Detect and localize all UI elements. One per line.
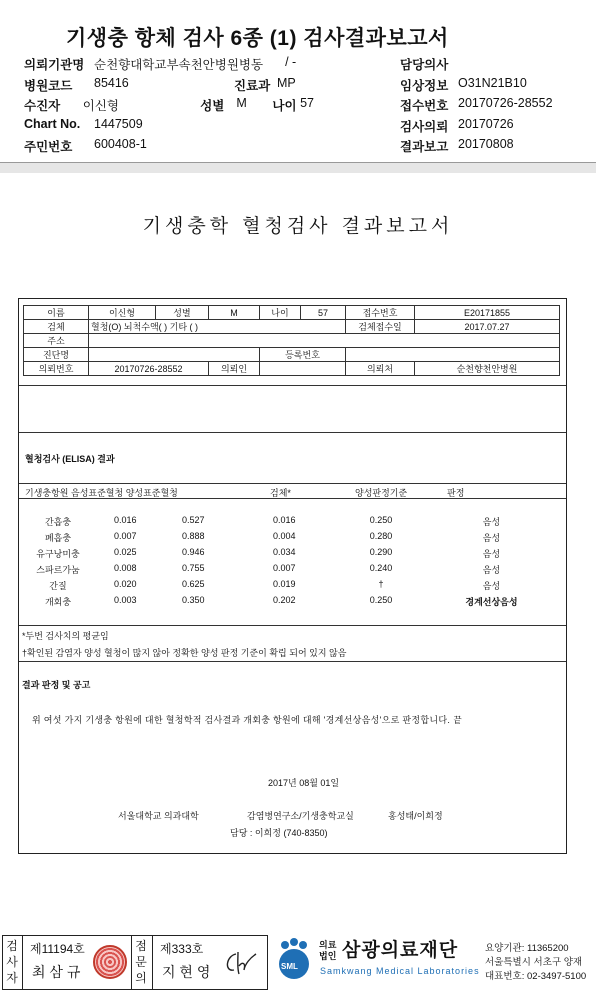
org-university: 서울대학교 의과대학 [118,811,199,821]
sample-value: 0.004 [273,531,296,541]
org-names: 홍성태/이희정 [388,811,443,821]
dept-label: 진료과 [234,78,271,93]
corp-prefix: 의료 법인 [319,940,337,961]
examiner-label: 검사자 [6,939,18,985]
field-label: 검사의뢰 [400,119,449,134]
neg-value: 0.007 [114,531,137,541]
field-value: 20170726-28552 [458,96,553,110]
header-row-clinical [400,76,590,97]
antigen-name: 개회충 [44,597,72,607]
examiner-number: 제11194호 [30,942,85,956]
col-negative: 음성표준혈청 [71,488,124,498]
header-row-request [400,117,590,138]
cutoff-value: † [378,579,384,589]
table-row [19,531,566,547]
specimen-value: 혈청(O) 뇌척수액( ) 기타 ( ) [89,320,346,334]
field-value: 이신형 [82,99,119,113]
field-label: 병원코드 [24,78,73,93]
antigen-name: 스파르가눔 [36,565,80,575]
examiner-name: 최 삼 규 [32,964,81,980]
header-left-block [24,55,314,158]
pos-value: 0.755 [182,563,205,573]
conclusion-title: 결과 판정 및 공고 [22,680,91,690]
header-right-block [400,55,590,158]
field-label: 수진자 [24,99,61,113]
result-value: 경계선상음성 [465,597,518,607]
info-bottom-line [19,385,566,386]
columns-bottom-line [19,498,566,499]
antigen-name: 유구낭미충 [36,549,80,559]
specimen-label: 검체 [24,320,89,334]
corp-name: 삼광의료재단 [342,940,459,961]
name-label: 이름 [24,306,89,320]
sample-value: 0.007 [273,563,296,573]
age-label: 나이 [260,306,301,320]
sample-value: 0.019 [273,579,296,589]
header-row-doctor [400,55,590,76]
diagnosis-label: 진단명 [24,348,89,362]
info-row-1 [24,306,560,320]
header-row-receipt [400,96,590,117]
regno-value [346,348,560,362]
sample-value: 0.016 [273,515,296,525]
header-row-institution [24,55,314,76]
received-label: 검체접수일 [346,320,415,334]
field-label: 담당의사 [400,58,449,72]
report-title: 기생충학 혈청검사 결과보고서 [142,215,454,237]
header-row-code [24,76,314,97]
result-value: 음성 [482,581,501,591]
name-value: 이신형 [89,306,156,320]
field-label: 의뢰기관명 [24,58,85,72]
table-row [19,595,566,611]
cutoff-value: 0.280 [369,531,393,541]
reviewer-name: 지 현 영 [162,964,211,980]
sml-logo-text: SML [281,962,298,971]
field-value: 20170808 [458,137,514,151]
neg-value: 0.008 [114,563,137,573]
notes-bottom-line [19,661,566,662]
reg-label: 접수번호 [346,306,415,320]
antigen-name: 간질 [49,581,67,591]
pos-value: 0.350 [182,595,205,605]
table-row [19,547,566,563]
field-value: 1447509 [94,116,143,131]
result-value: 음성 [482,549,501,559]
cutoff-value: 0.250 [369,515,393,525]
regno-label: 등록번호 [260,348,346,362]
address-value [89,334,560,348]
table-row [19,563,566,579]
antigen-name: 폐흡충 [44,533,72,543]
col-cutoff: 양성판정기준 [355,488,408,498]
header-row-report [400,137,590,158]
corp-english: Samkwang Medical Laboratories [320,966,480,976]
header-row-ssn [24,137,314,158]
cutoff-value: 0.250 [369,595,393,605]
field-label: 접수번호 [400,99,449,113]
neg-value: 0.020 [114,579,137,589]
field-value: 600408-1 [94,137,147,151]
reqno-label: 의뢰번호 [24,362,89,376]
dept-value: MP [277,75,296,90]
institution-value: 순천향천안병원 [415,362,560,376]
footnote-cutoff: †확인된 감염자 양성 혈청이 많지 않아 정확한 양성 판정 기준이 확립 되어 있지 않음 [22,648,347,658]
org-lab: 감염병연구소/기생충학교실 [247,811,354,821]
phone-value: : 02-3497-5100 [521,971,587,982]
info-row-4 [24,348,560,362]
divider [22,935,23,990]
neg-value: 0.003 [114,595,137,605]
divider [152,935,153,990]
report-header-title: 기생충 항체 검사 6종 (1) 검사결과보고서 [66,27,449,50]
pos-value: 0.888 [182,531,205,541]
reviewer-number: 제333호 [160,942,204,956]
requester-value [260,362,346,376]
col-judgment: 판정 [447,488,465,498]
sample-value: 0.034 [273,547,296,557]
col-sample: 검체* [270,488,291,498]
cutoff-value: 0.240 [369,563,393,573]
signature-icon [222,948,258,978]
footer-address: 서울특별시 서초구 양재 [485,957,583,968]
pos-value: 0.625 [182,579,205,589]
age-label: 나이 [272,99,297,113]
pos-value: 0.527 [182,515,205,525]
received-value: 2017.07.27 [415,320,560,334]
field-value: O31N21B10 [458,75,527,90]
ward-slash: / - [285,55,297,69]
age-value: 57 [300,96,314,110]
contact-person: 담당 : 이희정 (740-8350) [230,828,328,838]
sample-value: 0.202 [273,595,296,605]
info-row-2 [24,320,560,334]
divider [131,935,132,990]
code-label: 요양기관 [485,943,522,954]
sml-logo-icon [273,938,315,980]
field-value: 20170726 [458,116,514,131]
antigen-name: 간흡충 [44,517,72,527]
phone-label: 대표번호 [485,971,522,982]
sex-value: M [236,96,247,110]
field-label: Chart No. [24,116,81,131]
info-table [23,305,560,376]
reviewer-label: 점문의 [135,939,147,985]
info-row-5 [24,362,560,376]
neg-value: 0.025 [114,547,137,557]
result-value: 음성 [482,533,501,543]
header-row-patient [24,96,314,117]
field-value: 85416 [94,75,129,90]
col-antigen: 기생충항원 [25,488,69,498]
age-value: 57 [301,306,346,320]
table-row [19,579,566,595]
result-value: 음성 [482,517,501,527]
footnote-average: *두번 검사치의 평균임 [22,631,109,641]
code-value: : 11365200 [521,943,569,954]
field-label: 결과보고 [400,140,449,154]
result-value: 음성 [482,565,501,575]
sex-label: 성별 [156,306,209,320]
sex-label: 성별 [200,99,225,113]
notes-top-line [19,625,566,626]
seal-stamp-icon [93,945,127,979]
header-row-chart [24,117,314,138]
code-line [485,940,569,954]
elisa-top-line [19,432,566,433]
elisa-title: 혈청검사 (ELISA) 결과 [25,454,115,464]
requester-label: 의뢰인 [209,362,260,376]
report-date: 2017년 08월 01일 [268,778,340,788]
table-row [19,515,566,531]
cutoff-value: 0.290 [369,547,393,557]
field-value: 순천향대학교부속천안병원병동 [94,58,264,72]
field-label: 임상정보 [400,78,449,93]
info-row-3 [24,334,560,348]
col-positive: 양성표준혈청 [125,488,178,498]
reqno-value: 20170726-28552 [89,362,209,376]
field-label: 주민번호 [24,140,73,154]
scan-gap [0,163,596,173]
diagnosis-value [89,348,260,362]
reg-value: E20171855 [415,306,560,320]
neg-value: 0.016 [114,515,137,525]
conclusion-text: 위 여섯 가지 기생충 항원에 대한 혈청학적 검사결과 개회충 항원에 대해 '경계선상음성'으로 판정합니다. 끝 [32,715,462,725]
pos-value: 0.946 [182,547,205,557]
phone-line [485,968,586,982]
address-label: 주소 [24,334,89,348]
institution-label: 의뢰처 [346,362,415,376]
columns-top-line [19,483,566,484]
sex-value: M [209,306,260,320]
